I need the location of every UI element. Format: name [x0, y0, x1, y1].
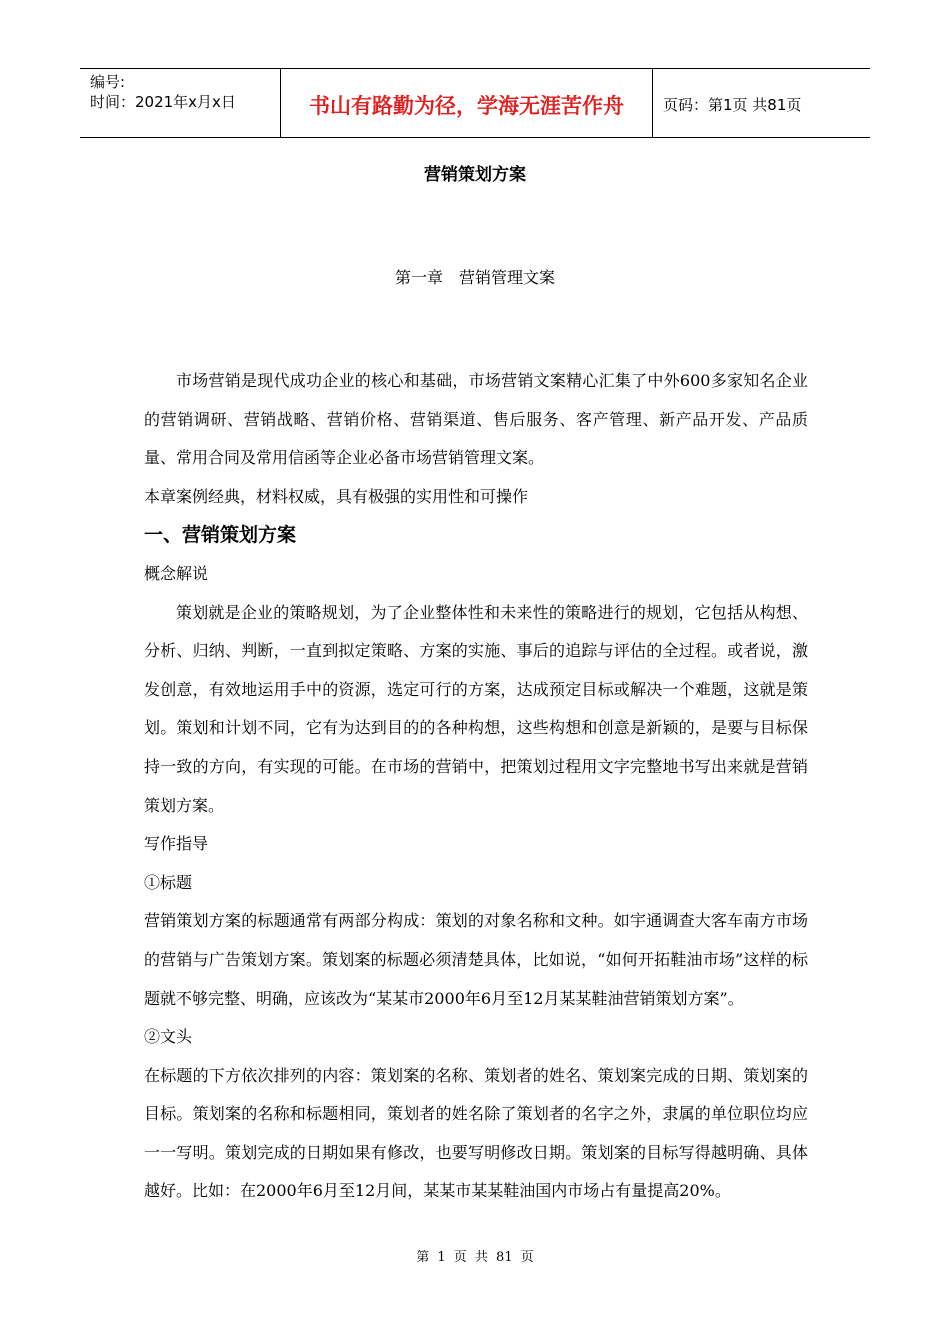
- document-header-table: [80, 68, 870, 138]
- section-heading: 一、营销策划方案: [144, 524, 297, 547]
- concept-paragraph: 策划就是企业的策略规划，为了企业整体性和未来性的策略进行的规划，它包括从构想、分析、归纳、判断，一直到拟定策略、方案的实施、事后的追踪与评估的全过程。或者说，激发创意，有效地运用手中的资源，选定可行的方案，达成预定目标或解决一个难题，这就是策划。策划和计划不同，它有为达到目的的各种构想，这些构想和创意是新颖的，是要与目标保持一致的方向，有实现的可能。在市场的营销中，把策划过程用文字完整地书写出来就是营销策划方案。: [144, 602, 808, 815]
- header-motto: 书山有路勤为径，学海无涯苦作舟: [281, 69, 653, 137]
- document-number-label: 编号:: [90, 73, 126, 91]
- writing-guide-label: 写作指导: [144, 834, 209, 854]
- page-footer: 第 1 页 共 81 页: [416, 1250, 534, 1265]
- item-header-paragraph: 在标题的下方依次排列的内容：策划案的名称、策划者的姓名、策划案完成的日期、策划案的目标。策划案的名称和标题相同，策划者的姓名除了策划者的名字之外，隶属的单位职位均应一一写明。策划完成的日期如果有修改，也要写明修改日期。策划案的目标写得越明确、具体越好。比如：在2000年6月至12月间，某某市某某鞋油国内市场占有量提高20%。: [144, 1065, 808, 1201]
- chapter-title: 第一章 营销管理文案: [394, 268, 555, 287]
- document-body: [144, 362, 808, 1211]
- header-page-info: 页码：第1页 共81页: [663, 95, 802, 114]
- intro-paragraph-2: 本章案例经典，材料权威，具有极强的实用性和可操作: [144, 486, 529, 506]
- item-title-paragraph: 营销策划方案的标题通常有两部分构成：策划的对象名称和文种。如宇通调查大客车南方市场的营销与广告策划方案。策划案的标题必须清楚具体，比如说，“如何开拓鞋油市场”这样的标题就不够完整、明确，应该改为“某某市2000年6月至12月某某鞋油营销策划方案”。: [144, 911, 808, 1008]
- header-meta-cell: [80, 69, 281, 137]
- item-title-label: ①标题: [144, 872, 193, 892]
- document-title: 营销策划方案: [424, 165, 526, 185]
- document-date: 时间：2021年x月x日: [90, 93, 236, 111]
- concept-label: 概念解说: [144, 563, 209, 583]
- item-header-label: ②文头: [144, 1027, 193, 1047]
- intro-paragraph: 市场营销是现代成功企业的核心和基础，市场营销文案精心汇集了中外600多家知名企业的营销调研、营销战略、营销价格、营销渠道、售后服务、客产管理、新产品开发、产品质量、常用合同及常用信函等企业必备市场营销管理文案。: [144, 371, 808, 468]
